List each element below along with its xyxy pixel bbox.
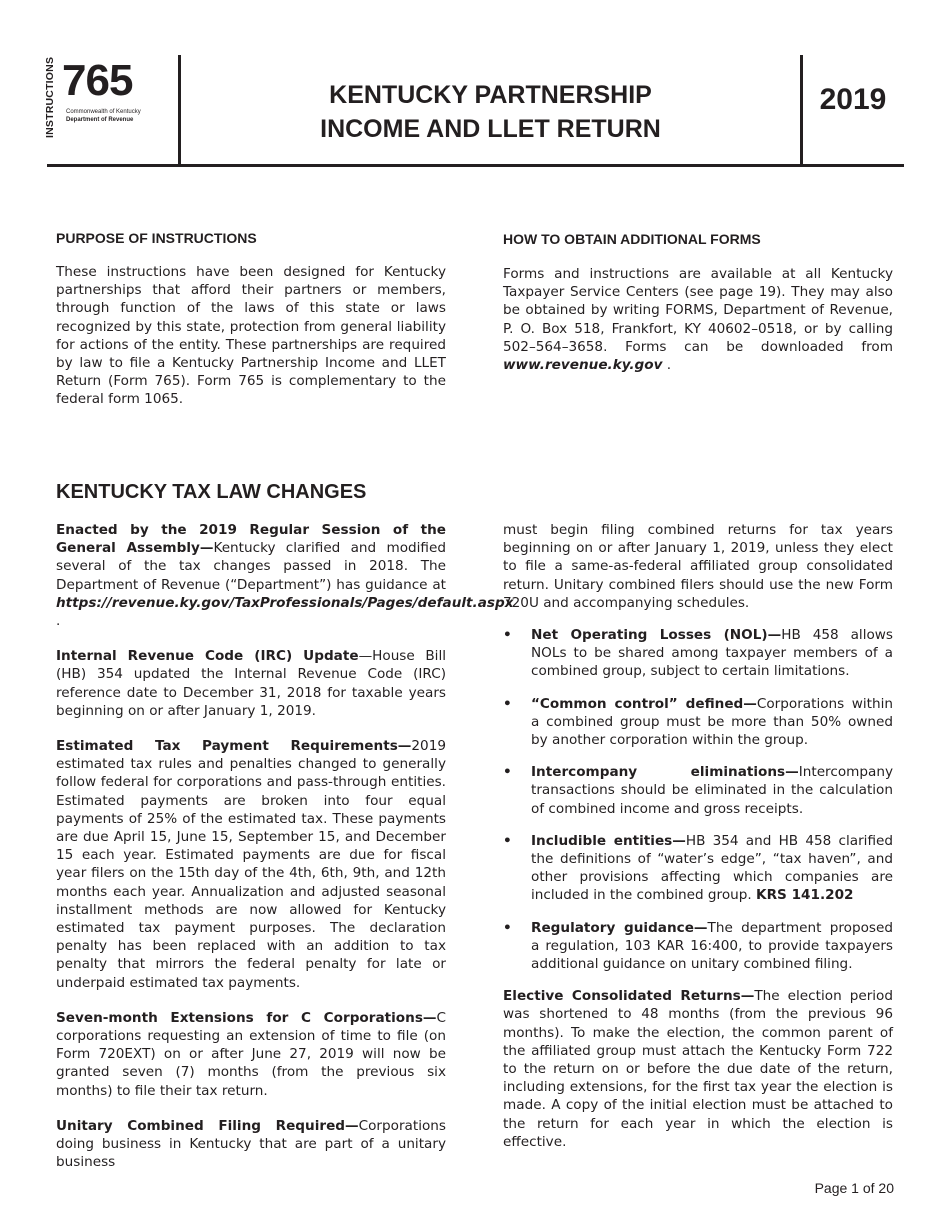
- estimated-tax-paragraph: [56, 737, 446, 992]
- tax-law-left-column: [56, 521, 514, 1172]
- header-rule: [47, 164, 904, 167]
- revenue-website-link[interactable]: www.revenue.ky.gov: [503, 357, 663, 374]
- bullet-text: Intercompany transactions should be eliminated in the calculation of combined income and gross receipts.: [531, 764, 893, 817]
- list-item: [503, 763, 893, 818]
- seven-month-extension-lead: Seven-month Extensions for C Corporations—: [56, 1009, 437, 1026]
- purpose-body: These instructions have been designed for Kentucky partnerships that afford their partners or members, through function of the laws of this state or laws recognized by this state, protection from general liability for actions of the entity. These partnerships are required by law to file a Kentucky Partnership Income and LLET Return (Form 765). Form 765 is complementary to the federal form 1065.: [56, 264, 446, 408]
- obtain-forms-end: .: [662, 357, 672, 374]
- bullet-statute-reference: KRS 141.202: [756, 887, 854, 904]
- elective-consolidated-text: The election period was shortened to 48 months (from the previous 96 months). To make the election, the common parent of the affiliated group must attach the Kentucky Form 722 to the return on or before the due date of the return, including extensions, for the first tax year the election is made. A copy of the initial election must be attached to the return for each year in which the election is effective.: [503, 988, 894, 1150]
- enacted-lead: Enacted by the 2019 Regular Session of the General Assembly—: [56, 522, 446, 557]
- tax-year: 2019: [819, 83, 887, 116]
- page-number: Page 1 of 20: [814, 1180, 894, 1196]
- estimated-tax-text: 2019 estimated tax rules and penalties changed to generally follow federal for corporations and pass-through entities. Estimated payments are broken into four equal payments of 25% of the estimated tax. These payments are due April 15, June 15, September 15, and December 15 each year. Estimated payments are due for fiscal year filers on the 15th day of the 4th, 6th, 9th, and 12th months each year. Annualization and adjusted seasonal installment methods are now allowed for Kentucky estimated tax payment purposes. The declaration penalty has been replaced with an addition to tax penalty that mirrors the federal penalty for late or underpaid estimated tax payments.: [56, 738, 446, 991]
- obtain-forms-paragraph: [503, 265, 893, 374]
- instructions-side-label: INSTRUCTIONS: [44, 56, 56, 138]
- agency-state-name: Commonwealth of Kentucky: [66, 109, 141, 115]
- unitary-combined-paragraph: [56, 1117, 446, 1172]
- enacted-end: .: [56, 613, 61, 630]
- unitary-combined-text: Corporations doing business in Kentucky that are part of a unitary business: [56, 1117, 446, 1171]
- list-item: [503, 919, 893, 974]
- bullet-lead: Includible entities—: [531, 832, 686, 849]
- unitary-combined-lead: Unitary Combined Filing Required—: [56, 1117, 359, 1134]
- bullet-lead: Intercompany eliminations—: [531, 764, 799, 781]
- list-item: [503, 626, 893, 681]
- tax-law-changes-heading: KENTUCKY TAX LAW CHANGES: [56, 481, 367, 503]
- seven-month-extension-paragraph: [56, 1009, 446, 1100]
- elective-consolidated-paragraph: [503, 987, 893, 1151]
- form-title-line2: INCOME AND LLET RETURN: [320, 115, 661, 143]
- bullet-text: Corporations within a combined group must be more than 50% owned by another corporation within the group.: [531, 695, 893, 749]
- form-title-line1: KENTUCKY PARTNERSHIP: [329, 81, 652, 109]
- list-item: [503, 832, 893, 905]
- obtain-forms-section: [503, 265, 893, 374]
- estimated-tax-lead: Estimated Tax Payment Requirements—: [56, 738, 412, 755]
- bullet-lead: Net Operating Losses (NOL)—: [531, 627, 782, 644]
- purpose-heading: PURPOSE OF INSTRUCTIONS: [56, 230, 257, 246]
- bullet-text: HB 458 allows NOLs to be shared among taxpayer members of a combined group, subject to certain limitations.: [531, 627, 893, 680]
- tax-law-right-column: [503, 521, 893, 1151]
- seven-month-extension-text: C corporations requesting an extension of time to file (on Form 720EXT) on or after June 27, 2019 will now be granted seven (7) months (from the previous six months) to file their tax return.: [56, 1009, 446, 1099]
- form-number: 765: [62, 56, 133, 105]
- irc-update-text: —House Bill (HB) 354 updated the Internal Revenue Code (IRC) reference date to December 31, 2018 for taxable years beginning on or after January 1, 2019.: [56, 648, 446, 719]
- bullet-text: The department proposed a regulation, 103 KAR 16:400, to provide taxpayers additional guidance on unitary combined filing.: [531, 919, 893, 973]
- unitary-details-list: [503, 626, 893, 973]
- bullet-lead: Regulatory guidance—: [531, 919, 708, 936]
- enacted-paragraph: [56, 521, 514, 630]
- elective-consolidated-lead: Elective Consolidated Returns—: [503, 988, 755, 1005]
- obtain-forms-heading: HOW TO OBTAIN ADDITIONAL FORMS: [503, 231, 761, 247]
- bullet-lead: “Common control” defined—: [531, 695, 757, 712]
- tax-professionals-link[interactable]: https://revenue.ky.gov/TaxProfessionals/Pages/default.aspx: [56, 594, 514, 611]
- unitary-continued-paragraph: must begin filing combined returns for tax years beginning on or after January 1, 2019, unless they elect to file a same-as-federal affiliated group consolidated return. Unitary combined filers should use the new Form 720U and accompanying schedules.: [503, 522, 893, 611]
- obtain-forms-body: Forms and instructions are available at all Kentucky Taxpayer Service Centers (see page 19). They may also be obtained by writing FORMS, Department of Revenue, P. O. Box 518, Frankfort, KY 40602–0518, or by calling 502–564–3658. Forms can be downloaded from: [503, 266, 893, 355]
- agency-department-name: Department of Revenue: [66, 117, 134, 123]
- purpose-section: [56, 263, 446, 409]
- list-item: [503, 695, 893, 750]
- bullet-text: HB 354 and HB 458 clarified the definitions of “water’s edge”, “tax haven”, and other provisions affecting which companies are included in the combined group.: [531, 832, 893, 904]
- irc-update-lead: Internal Revenue Code (IRC) Update: [56, 648, 359, 665]
- irc-update-paragraph: [56, 647, 446, 720]
- form-header: [0, 0, 950, 170]
- enacted-text: Kentucky clarified and modified several of the tax changes passed in 2018. The Department of Revenue (“Department”) has guidance at: [56, 540, 446, 593]
